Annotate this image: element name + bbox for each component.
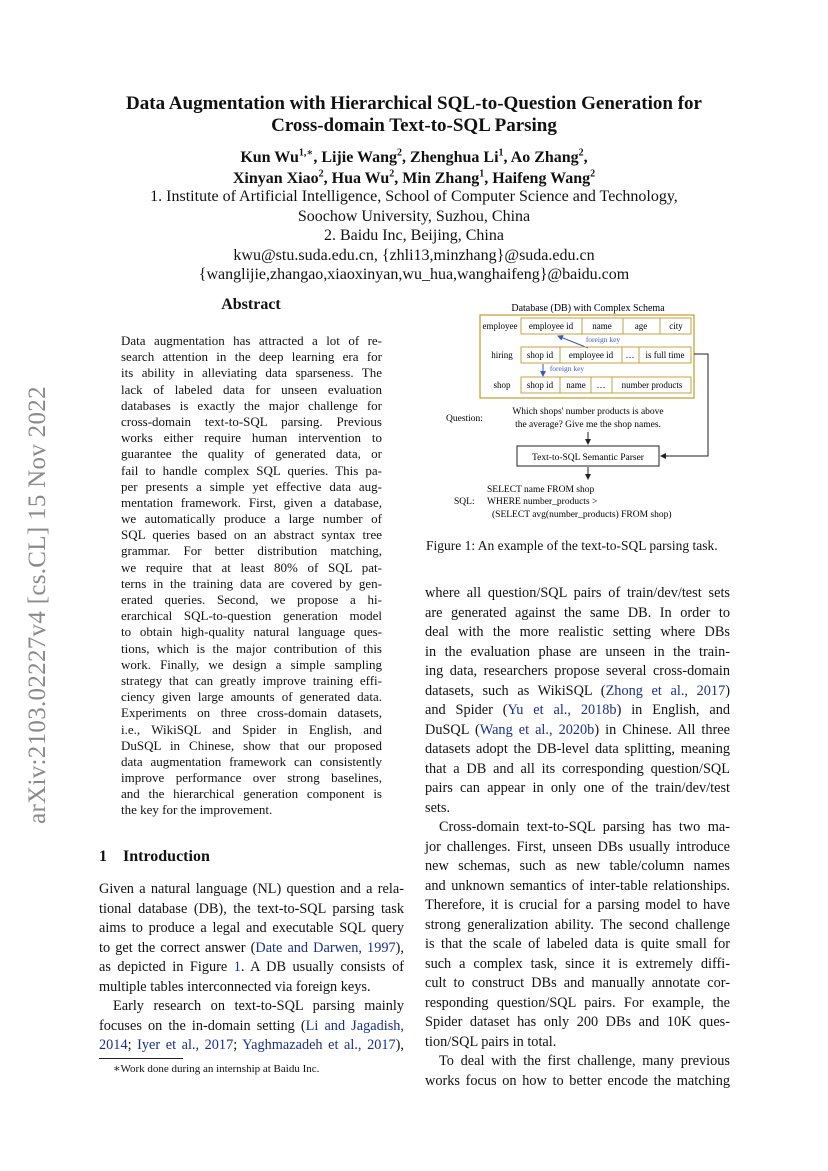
text-line: we automatically produce a large number of xyxy=(121,511,382,527)
question-label: Question: xyxy=(446,414,483,424)
text-line: Cross-domain text-to-SQL parsing has two ma- xyxy=(439,819,730,835)
author-name: Kun Wu xyxy=(240,149,299,166)
affiliations xyxy=(60,187,768,285)
text-line: data augmentation framework can consistently xyxy=(121,753,382,769)
citation-link[interactable]: Date and Darwen, 1997 xyxy=(255,939,396,956)
citation-link[interactable]: 1 xyxy=(233,959,241,975)
text-line: sets. xyxy=(425,799,451,816)
author-affil-marker: 1 xyxy=(479,168,485,180)
text-line xyxy=(99,1017,404,1037)
db-to-parser-arrow xyxy=(661,354,708,456)
text-line: the key for the improvement. xyxy=(121,802,273,818)
text-line: where all question/SQL pairs of train/dev/test sets xyxy=(425,585,730,601)
author-name: , Min Zhang xyxy=(394,170,480,187)
text-fragment: ) xyxy=(725,682,730,699)
text-fragment: ), xyxy=(395,1037,405,1053)
text-line: works focus on how to better encode the matching xyxy=(425,1072,730,1089)
table-label-employee: employee xyxy=(482,321,518,331)
text-line: is that the scale of labeled data is quite small for xyxy=(425,936,730,952)
text-line: guarantee the quality of generated data, or xyxy=(121,446,382,462)
sql-line-3: (SELECT avg(number_products) FROM shop) xyxy=(492,510,672,520)
author-name: , Lijie Wang xyxy=(313,149,398,166)
table-label-hiring: hiring xyxy=(491,350,513,360)
author-name: , Ao Zhang xyxy=(503,149,579,166)
text-line: its ability in alleviating data sparseness. The xyxy=(121,365,382,381)
text-line: in the evaluation phase are unseen in the train- xyxy=(425,643,730,660)
paper-title xyxy=(60,93,768,137)
text-line: erated queries. Second, we propose a hi- xyxy=(121,592,382,607)
text-line: erarchical SQL-to-question generation model xyxy=(121,608,382,624)
text-line: tion/SQL pairs in total. xyxy=(425,1033,557,1050)
text-line: cross-domain text-to-SQL parsing. Previous xyxy=(121,413,382,429)
section-number: 1 xyxy=(99,848,107,865)
author-separator: , xyxy=(583,149,588,166)
figure-1-caption: Figure 1: An example of the text-to-SQL parsing task. xyxy=(426,538,718,553)
citation-link[interactable]: Yu et al., 2018b xyxy=(507,702,617,718)
hiring-col-is-full-time: is full time xyxy=(645,350,685,360)
employee-col-name: name xyxy=(592,321,612,331)
section-heading-introduction xyxy=(99,848,210,866)
employee-col-age: age xyxy=(634,321,648,331)
text-line: Spider dataset has only 200 DBs and 10K ques- xyxy=(425,1014,730,1030)
text-line: new schemas, such as new table/column names xyxy=(425,858,730,874)
text-line: to obtain high-quality natural language ques- xyxy=(121,624,382,640)
abstract-body xyxy=(121,333,382,819)
citation-link[interactable]: 2014 xyxy=(99,1037,128,1053)
text-fragment: ), xyxy=(395,939,404,956)
section-title: Introduction xyxy=(123,848,210,865)
text-line: databases is exactly the major challenge for xyxy=(121,397,382,413)
text-line: terns in the training data are covered by gen- xyxy=(121,575,382,591)
text-line: search attention in the deep learning era for xyxy=(121,349,382,365)
author-affil-marker: 2 xyxy=(590,168,596,180)
text-line: datasets adopt the DB-level data splitting, meaning xyxy=(425,741,730,757)
text-line: Therefore, it is crucial for a parsing model to have xyxy=(425,897,730,913)
citation-link[interactable]: Li and Jagadish, xyxy=(305,1017,404,1034)
affiliation-1-location: Soochow University, Suzhou, China xyxy=(297,207,531,225)
text-fragment: as depicted in Figure xyxy=(99,959,234,975)
foreign-key-label-2: foreign key xyxy=(549,364,585,373)
author-name: , Zhenghua Li xyxy=(402,149,499,166)
text-line: strong generalization ability. The second challenge xyxy=(425,916,730,933)
text-line: work. Finally, we design a simple sampling xyxy=(121,656,382,672)
text-line: i.e., WikiSQL and Spider in English, and xyxy=(121,721,382,737)
text-line: per presents a simple yet effective data aug- xyxy=(121,478,382,494)
text-line xyxy=(99,1036,404,1056)
sql-label: SQL: xyxy=(454,497,475,507)
citation-link[interactable]: Iyer et al., 2017 xyxy=(137,1037,234,1053)
author-affil-marker: 1,∗ xyxy=(298,147,314,159)
citation-link[interactable]: Zhong et al., 2017 xyxy=(605,682,726,699)
text-fragment: ; xyxy=(127,1037,138,1053)
sql-line-1: SELECT name FROM shop xyxy=(487,485,595,495)
foreign-key-arrow-1 xyxy=(558,336,588,348)
text-line: mentation framework. First, given a database, xyxy=(121,494,382,510)
authors-line-2 xyxy=(60,168,768,189)
text-line xyxy=(99,939,404,959)
text-line: aims to produce a legal and executable SQL query xyxy=(99,920,404,936)
text-line: are generated against the same DB. In order to xyxy=(425,604,730,621)
author-affil-marker: 2 xyxy=(389,168,395,180)
arxiv-sidebar xyxy=(18,355,58,855)
text-line: strategy that can greatly improve training effi- xyxy=(121,672,382,688)
emails-line-1: kwu@stu.suda.edu.cn, {zhli13,minzhang}@suda.edu.cn xyxy=(233,246,595,264)
shop-col-shop-id: shop id xyxy=(526,380,554,390)
shop-col-ellipsis: … xyxy=(596,380,606,390)
author-name: , Hua Wu xyxy=(323,170,390,187)
hiring-col-ellipsis: … xyxy=(625,350,635,360)
text-line xyxy=(425,721,730,741)
text-line: responding question/SQL pairs. For example, the xyxy=(425,994,730,1011)
foreign-key-label-1: foreign key xyxy=(585,335,621,344)
text-line: and the hierarchical generation component is xyxy=(121,786,382,802)
footnote-rule xyxy=(99,1058,183,1059)
text-line: improve performance over strong baselines, xyxy=(121,770,382,786)
text-fragment: and Spider ( xyxy=(425,702,508,718)
text-line: multiple tables interconnected via foreign keys. xyxy=(99,978,371,995)
db-schema-title: Database (DB) with Complex Schema xyxy=(511,303,665,314)
text-fragment: DuSQL ( xyxy=(425,721,480,738)
text-fragment: ) in English, and xyxy=(616,702,730,718)
abstract-heading: Abstract xyxy=(221,296,281,313)
question-text-line-2: the average? Give me the shop names. xyxy=(515,420,661,430)
text-line: such a complex task, since it is extremely diffi- xyxy=(425,955,730,972)
author-affil-marker: 2 xyxy=(318,168,324,180)
author-affil-marker: 1 xyxy=(498,147,504,159)
text-line: jor challenges. First, unseen DBs usually introduce xyxy=(425,838,730,855)
text-line: fail to handle complex SQL queries. This pa- xyxy=(121,462,382,478)
author-affil-marker: 2 xyxy=(578,147,584,159)
text-line: SQL queries based on an abstract syntax tree xyxy=(121,527,382,543)
shop-col-name: name xyxy=(566,380,586,390)
hiring-col-employee-id: employee id xyxy=(568,350,614,360)
emails-line-2: {wanglijie,zhangao,xiaoxinyan,wu_hua,wanghaifeng}@baidu.com xyxy=(198,266,630,283)
text-line: To deal with the first challenge, many previous xyxy=(439,1053,730,1069)
text-line: Given a natural language (NL) question and a rela- xyxy=(99,881,404,897)
author-name: Xinyan Xiao xyxy=(232,170,319,187)
employee-col-city: city xyxy=(669,321,683,331)
parser-label: Text-to-SQL Semantic Parser xyxy=(532,453,644,463)
introduction-right-column xyxy=(425,584,730,1091)
author-affil-marker: 2 xyxy=(397,147,403,159)
employee-col-employee-id: employee id xyxy=(528,321,574,331)
text-line: Early research on text-to-SQL parsing mainly xyxy=(113,998,404,1014)
affiliation-2: 2. Baidu Inc, Beijing, China xyxy=(324,227,504,244)
text-line: deal with the more realistic setting where DBs xyxy=(425,624,730,640)
text-line: lack of labeled data for unseen evaluation xyxy=(121,381,382,397)
text-line: DuSQL in Chinese, show that our proposed xyxy=(121,737,382,753)
shop-col-number-products: number products xyxy=(621,380,683,390)
text-line: Data augmentation has attracted a lot of re- xyxy=(121,333,382,348)
citation-link[interactable]: Yaghmazadeh et al., 2017 xyxy=(242,1037,396,1053)
title-line-2: Cross-domain Text-to-SQL Parsing xyxy=(271,115,557,136)
text-line: Experiments on three cross-domain datasets, xyxy=(121,705,382,721)
title-line-1: Data Augmentation with Hierarchical SQL-to-Question Generation for xyxy=(126,93,702,114)
text-fragment: focuses on the in-domain setting ( xyxy=(99,1017,306,1034)
text-line: ciency given large amounts of generated data. xyxy=(121,689,382,705)
arxiv-identifier: arXiv:2103.02227v4 [cs.CL] 15 Nov 2022 xyxy=(24,386,51,824)
text-line: works either require human intervention to xyxy=(121,430,382,446)
text-line xyxy=(99,958,404,978)
text-fragment: to get the correct answer ( xyxy=(99,939,256,956)
sql-line-2: WHERE number_products > xyxy=(487,497,598,507)
text-line xyxy=(425,701,730,721)
table-label-shop: shop xyxy=(493,380,511,390)
text-fragment: ) in Chinese. All three xyxy=(594,721,730,738)
hiring-col-shop-id: shop id xyxy=(526,350,554,360)
text-line: that a DB and all its corresponding question/SQL xyxy=(425,760,730,777)
text-line: pairs can appear in only one of the train/dev/test xyxy=(425,780,730,796)
text-line: tional database (DB), the text-to-SQL parsing task xyxy=(99,900,404,917)
text-line: tions, which is the major contribution of this xyxy=(121,640,382,656)
affiliation-1: 1. Institute of Artificial Intelligence, School of Computer Science and Technology, xyxy=(150,188,678,205)
author-list xyxy=(60,147,768,189)
figure-1-diagram xyxy=(440,300,740,530)
footnote: ∗Work done during an internship at Baidu Inc. xyxy=(113,1063,320,1075)
text-fragment: datasets, such as WikiSQL ( xyxy=(425,682,606,699)
text-line xyxy=(425,682,730,702)
text-line: ing data, researchers propose several cross-domain xyxy=(425,663,730,679)
text-line: cult to construct DBs and manually annotate cor- xyxy=(425,975,730,991)
text-fragment: ; xyxy=(233,1037,243,1053)
citation-link[interactable]: Wang et al., 2020b xyxy=(479,721,595,738)
text-line: we require that at least 80% of SQL pat- xyxy=(121,559,382,575)
text-line: and unknown semantics of inter-table relationships. xyxy=(425,877,730,894)
authors-line-1 xyxy=(60,147,768,168)
text-fragment: . A DB usually consists of xyxy=(240,959,404,975)
author-name: , Haifeng Wang xyxy=(484,170,591,187)
text-line: grammar. For better distribution matching, xyxy=(121,543,382,559)
introduction-left-column xyxy=(99,880,404,1056)
question-text-line-1: Which shops' number products is above xyxy=(512,407,664,417)
